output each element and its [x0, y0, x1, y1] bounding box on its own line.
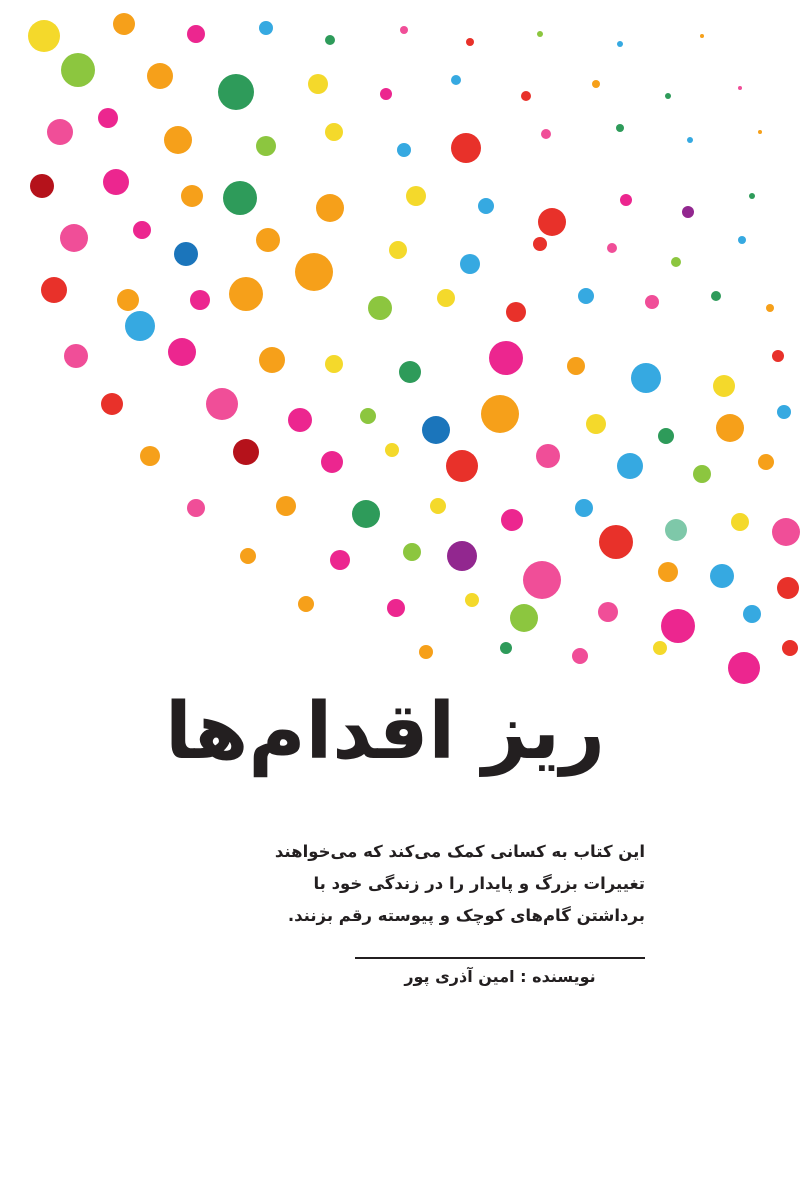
confetti-dot	[181, 185, 203, 207]
confetti-dot	[466, 38, 474, 46]
confetti-dot	[352, 500, 380, 528]
confetti-dot	[536, 444, 560, 468]
confetti-dot	[447, 541, 477, 571]
confetti-dot	[133, 221, 151, 239]
confetti-dot	[190, 290, 210, 310]
confetti-dot	[521, 91, 531, 101]
confetti-dot	[419, 645, 433, 659]
confetti-dot	[47, 119, 73, 145]
confetti-dot	[575, 499, 593, 517]
confetti-dot	[713, 375, 735, 397]
confetti-dot	[687, 137, 693, 143]
confetti-dot	[716, 414, 744, 442]
confetti-dot	[113, 13, 135, 35]
confetti-dot	[223, 181, 257, 215]
author-block	[355, 963, 645, 992]
confetti-dot	[321, 451, 343, 473]
confetti-dot	[256, 228, 280, 252]
confetti-dot	[766, 304, 774, 312]
confetti-dot	[387, 599, 405, 617]
page-title: ریز اقدام‌ها	[164, 687, 605, 777]
confetti-dot	[140, 446, 160, 466]
confetti-dot	[599, 525, 633, 559]
confetti-dot	[295, 253, 333, 291]
confetti-dot	[782, 640, 798, 656]
confetti-dot	[665, 519, 687, 541]
confetti-dot	[738, 86, 742, 90]
confetti-dot	[592, 80, 600, 88]
confetti-dot	[607, 243, 617, 253]
confetti-dot	[101, 393, 123, 415]
confetti-dot	[368, 296, 392, 320]
confetti-dot	[501, 509, 523, 531]
confetti-dot	[206, 388, 238, 420]
confetti-dot	[30, 174, 54, 198]
confetti-dot	[233, 439, 259, 465]
confetti-dot	[682, 206, 694, 218]
confetti-dot	[164, 126, 192, 154]
confetti-dot	[661, 609, 695, 643]
confetti-dot	[117, 289, 139, 311]
confetti-dot	[523, 561, 561, 599]
confetti-dot	[481, 395, 519, 433]
confetti-dot	[671, 257, 681, 267]
confetti-dot	[541, 129, 551, 139]
confetti-dot	[537, 31, 543, 37]
confetti-dot	[61, 53, 95, 87]
confetti-dot	[645, 295, 659, 309]
confetti-dot	[489, 341, 523, 375]
confetti-dot	[772, 350, 784, 362]
author-name: نویسنده : امین آذری پور	[404, 967, 596, 986]
confetti-dot	[567, 357, 585, 375]
confetti-dot	[229, 277, 263, 311]
confetti-dot	[598, 602, 618, 622]
confetti-dot	[406, 186, 426, 206]
confetti-dot	[403, 543, 421, 561]
confetti-dot	[653, 641, 667, 655]
confetti-dot	[259, 21, 273, 35]
confetti-dot	[478, 198, 494, 214]
book-subtitle: این کتاب به کسانی کمک می‌کند که می‌خواهند تغییرات بزرگ و پایدار را در زندگی خود با برداشتن گام‌های کوچک و پیوسته رقم بزنند.	[274, 842, 645, 926]
confetti-dot	[103, 169, 129, 195]
confetti-dot	[631, 363, 661, 393]
confetti-dot	[330, 550, 350, 570]
confetti-dot	[451, 75, 461, 85]
confetti-dot	[41, 277, 67, 303]
confetti-dot	[738, 236, 746, 244]
confetti-dot	[125, 311, 155, 341]
confetti-dot	[538, 208, 566, 236]
confetti-dot	[325, 123, 343, 141]
confetti-dot	[174, 242, 198, 266]
confetti-dot	[506, 302, 526, 322]
confetti-dot	[360, 408, 376, 424]
confetti-dot	[658, 562, 678, 582]
confetti-dot	[743, 605, 761, 623]
confetti-dot	[288, 408, 312, 432]
confetti-dot	[259, 347, 285, 373]
confetti-dot	[616, 124, 624, 132]
confetti-dot	[710, 564, 734, 588]
confetti-dot	[400, 26, 408, 34]
confetti-dot	[728, 652, 760, 684]
confetti-dot	[325, 35, 335, 45]
confetti-dot	[665, 93, 671, 99]
confetti-dot	[64, 344, 88, 368]
confetti-dot	[658, 428, 674, 444]
confetti-dot	[240, 548, 256, 564]
byline-divider	[355, 957, 645, 959]
confetti-dot	[451, 133, 481, 163]
confetti-dot	[308, 74, 328, 94]
confetti-dot	[168, 338, 196, 366]
confetti-dot	[617, 41, 623, 47]
confetti-dot	[380, 88, 392, 100]
confetti-dot	[256, 136, 276, 156]
confetti-dot	[700, 34, 704, 38]
confetti-dot	[316, 194, 344, 222]
confetti-dot	[385, 443, 399, 457]
confetti-dot	[510, 604, 538, 632]
confetti-dot	[533, 237, 547, 251]
confetti-dot	[399, 361, 421, 383]
confetti-dot	[777, 405, 791, 419]
confetti-dot	[500, 642, 512, 654]
confetti-dot	[758, 454, 774, 470]
confetti-dot	[147, 63, 173, 89]
confetti-dot	[758, 130, 762, 134]
confetti-dot	[60, 224, 88, 252]
title-block	[0, 687, 800, 777]
subtitle-block	[245, 836, 645, 933]
confetti-dot	[572, 648, 588, 664]
confetti-dot	[772, 518, 800, 546]
confetti-dot	[446, 450, 478, 482]
confetti-dot	[325, 355, 343, 373]
confetti-dot	[731, 513, 749, 531]
confetti-dot	[422, 416, 450, 444]
confetti-dot	[465, 593, 479, 607]
confetti-dot	[711, 291, 721, 301]
confetti-dot	[586, 414, 606, 434]
confetti-dot	[389, 241, 407, 259]
confetti-dot	[298, 596, 314, 612]
confetti-dot	[187, 499, 205, 517]
confetti-dot	[749, 193, 755, 199]
confetti-dot	[460, 254, 480, 274]
confetti-dot	[617, 453, 643, 479]
confetti-dot	[397, 143, 411, 157]
confetti-dot	[430, 498, 446, 514]
confetti-dot	[693, 465, 711, 483]
confetti-dot	[777, 577, 799, 599]
confetti-dot	[437, 289, 455, 307]
confetti-dot	[187, 25, 205, 43]
confetti-dot	[578, 288, 594, 304]
confetti-dot	[98, 108, 118, 128]
confetti-dot	[620, 194, 632, 206]
confetti-dot	[218, 74, 254, 110]
confetti-dot	[276, 496, 296, 516]
confetti-dot	[28, 20, 60, 52]
